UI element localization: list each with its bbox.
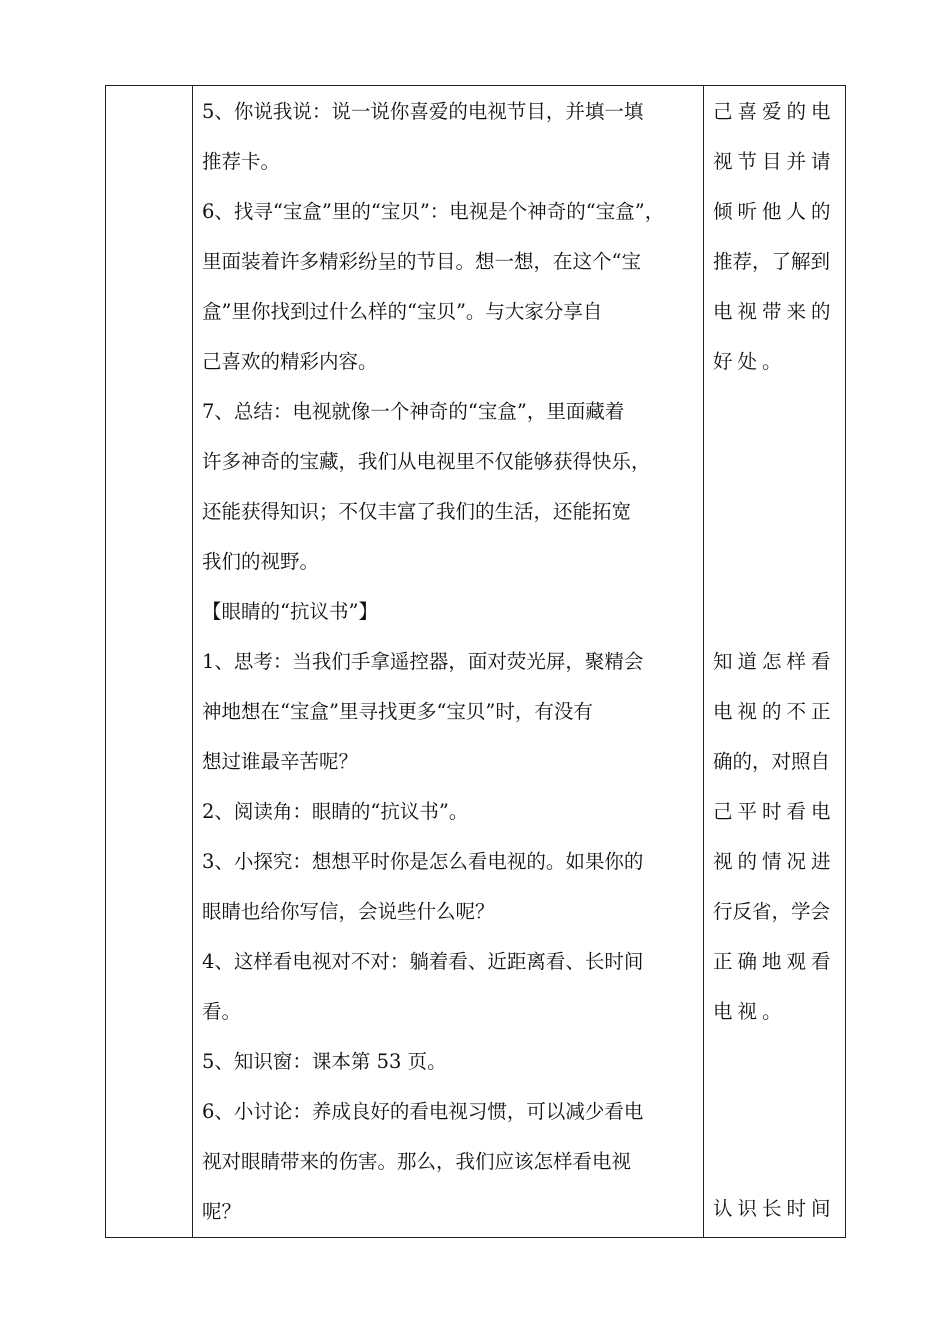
process-line: 6、找寻“宝盒”里的“宝贝”：电视是个神奇的“宝盒”， [202,200,665,223]
intent-line: 电视带来的 [713,300,836,323]
process-line: 眼睛也给你写信，会说些什么呢？ [202,900,495,923]
intent-line: 视节目并请 [713,150,836,173]
process-line: 神地想在“宝盒”里寻找更多“宝贝”时，有没有 [202,700,593,723]
intent-line: 推荐，了解到 [713,250,831,273]
column-divider-left [192,85,193,1238]
process-line: 我们的视野。 [202,550,320,573]
section-heading: 【眼睛的“抗议书”】 [202,600,378,623]
intent-line: 知道怎样看 [713,650,836,673]
intent-line: 行反省，学会 [713,900,831,923]
process-line: 盒”里你找到过什么样的“宝贝”。与大家分享自 [202,300,603,323]
process-line: 5、你说我说：说一说你喜爱的电视节目，并填一填 [202,100,644,123]
intent-line: 电视的不正 [713,700,836,723]
process-line: 4、这样看电视对不对：躺着看、近距离看、长时间 [202,950,644,973]
process-line: 6、小讨论：养成良好的看电视习惯，可以减少看电 [202,1100,644,1123]
process-line: 5、知识窗：课本第 53 页。 [202,1050,447,1073]
process-line: 想过谁最辛苦呢？ [202,750,359,773]
intent-line: 确的，对照自 [713,750,831,773]
process-line: 里面装着许多精彩纷呈的节目。想一想，在这个“宝 [202,250,641,273]
intent-line: 好处。 [713,350,787,373]
process-line: 7、总结：电视就像一个神奇的“宝盒”，里面藏着 [202,400,625,423]
intent-line: 正确地观看 [713,950,836,973]
process-line: 视对眼睛带来的伤害。那么，我们应该怎样看电视 [202,1150,632,1173]
process-line: 看。 [202,1000,242,1023]
process-line: 己喜欢的精彩内容。 [202,350,378,373]
process-line: 2、阅读角：眼睛的“抗议书”。 [202,800,469,823]
column-divider-right [703,85,704,1238]
intent-line: 倾听他人的 [713,200,836,223]
intent-line: 电视。 [713,1000,787,1023]
intent-line: 视的情况进 [713,850,836,873]
process-line: 呢？ [202,1200,242,1223]
process-line: 1、思考：当我们手拿遥控器，面对荧光屏，聚精会 [202,650,644,673]
intent-line: 己平时看电 [713,800,836,823]
process-line: 还能获得知识；不仅丰富了我们的生活，还能拓宽 [202,500,632,523]
process-line: 许多神奇的宝藏，我们从电视里不仅能够获得快乐， [202,450,651,473]
intent-line: 认识长时间 [713,1197,836,1220]
process-line: 推荐卡。 [202,150,281,173]
intent-line: 己喜爱的电 [713,100,836,123]
process-line: 3、小探究：想想平时你是怎么看电视的。如果你的 [202,850,644,873]
